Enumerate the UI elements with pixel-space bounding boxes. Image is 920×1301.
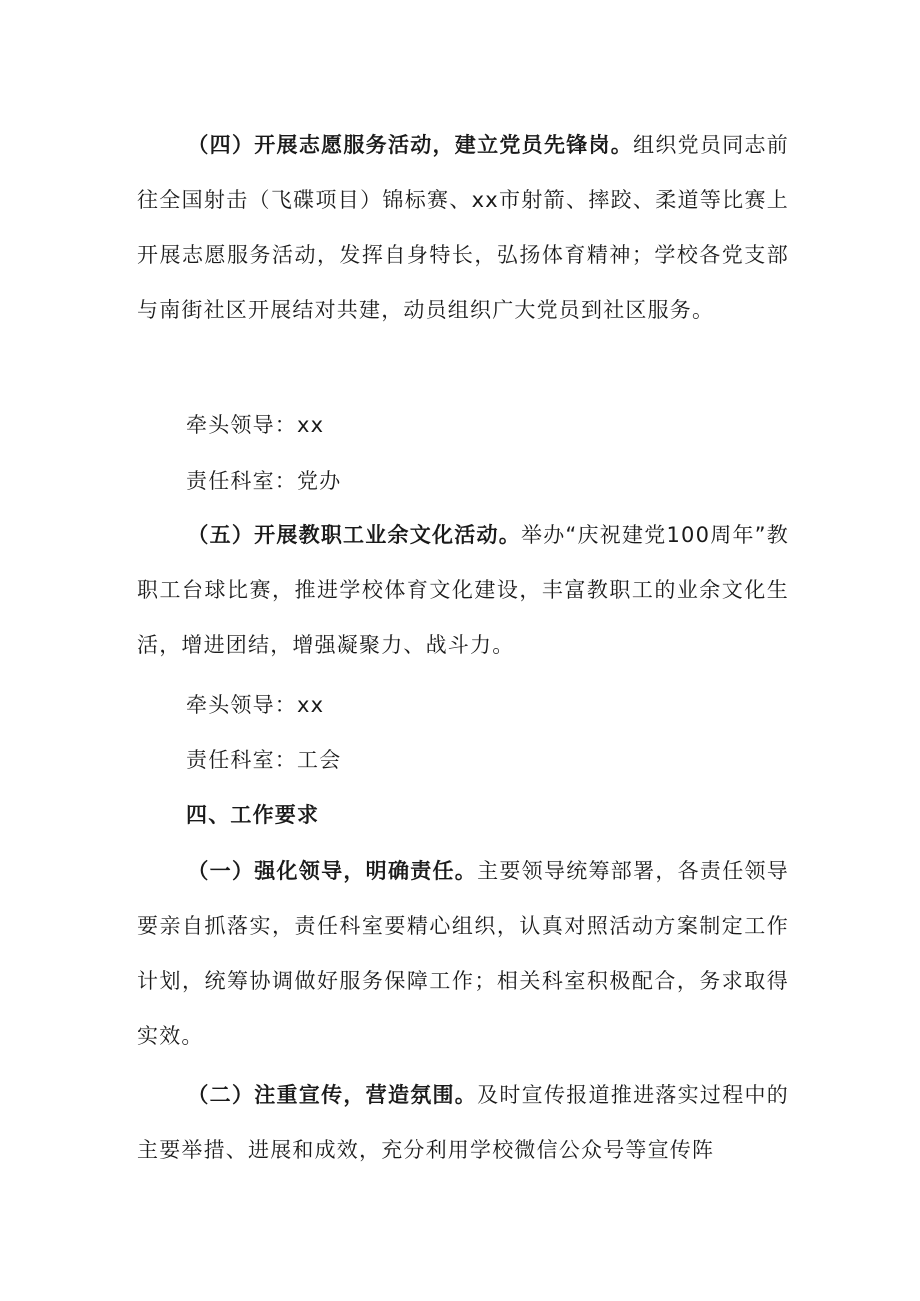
lead-leader-line: 牵头领导：xx — [186, 693, 325, 717]
responsible-office-line: 责任科室：党办 — [186, 469, 342, 493]
paragraph-section-5 — [137, 508, 789, 673]
lead-leader-line: 牵头领导：xx — [186, 413, 325, 437]
paragraph-lead: （二）注重宣传，营造氛围。 — [187, 1083, 478, 1107]
paragraph-body: 主要领导统筹部署，各责任领导要亲自抓落实，责任科室要精心组织，认真对照活动方案制定工作计划，统筹协调做好服务保障工作；相关科室积极配合，务求取得实效。 — [137, 859, 789, 1048]
paragraph-lead: （五）开展教职工业余文化活动。 — [187, 523, 521, 547]
paragraph-lead: （四）开展志愿服务活动，建立党员先锋岗。 — [187, 133, 634, 157]
paragraph-body: 组织党员同志前往全国射击（飞碟项目）锦标赛、xx市射箭、摔跤、柔道等比赛上开展志愿服务活动，发挥自身特长，弘扬体育精神；学校各党支部与南街社区开展结对共建，动员组织广大党员到社区服务。 — [137, 133, 790, 322]
paragraph-section-4 — [137, 118, 789, 338]
paragraph-body: 及时宣传报道推进落实过程中的主要举措、进展和成效，充分利用学校微信公众号等宣传阵 — [137, 1083, 789, 1162]
paragraph-requirement-1 — [137, 844, 789, 1064]
section-heading: 四、工作要求 — [186, 803, 320, 827]
paragraph-lead: （一）强化领导，明确责任。 — [187, 859, 478, 883]
paragraph-body: 举办“庆祝建党100周年”教职工台球比赛，推进学校体育文化建设，丰富教职工的业余文化生活，增进团结，增强凝聚力、战斗力。 — [137, 523, 790, 657]
responsible-office-line: 责任科室：工会 — [186, 748, 342, 772]
paragraph-requirement-2 — [137, 1068, 789, 1178]
